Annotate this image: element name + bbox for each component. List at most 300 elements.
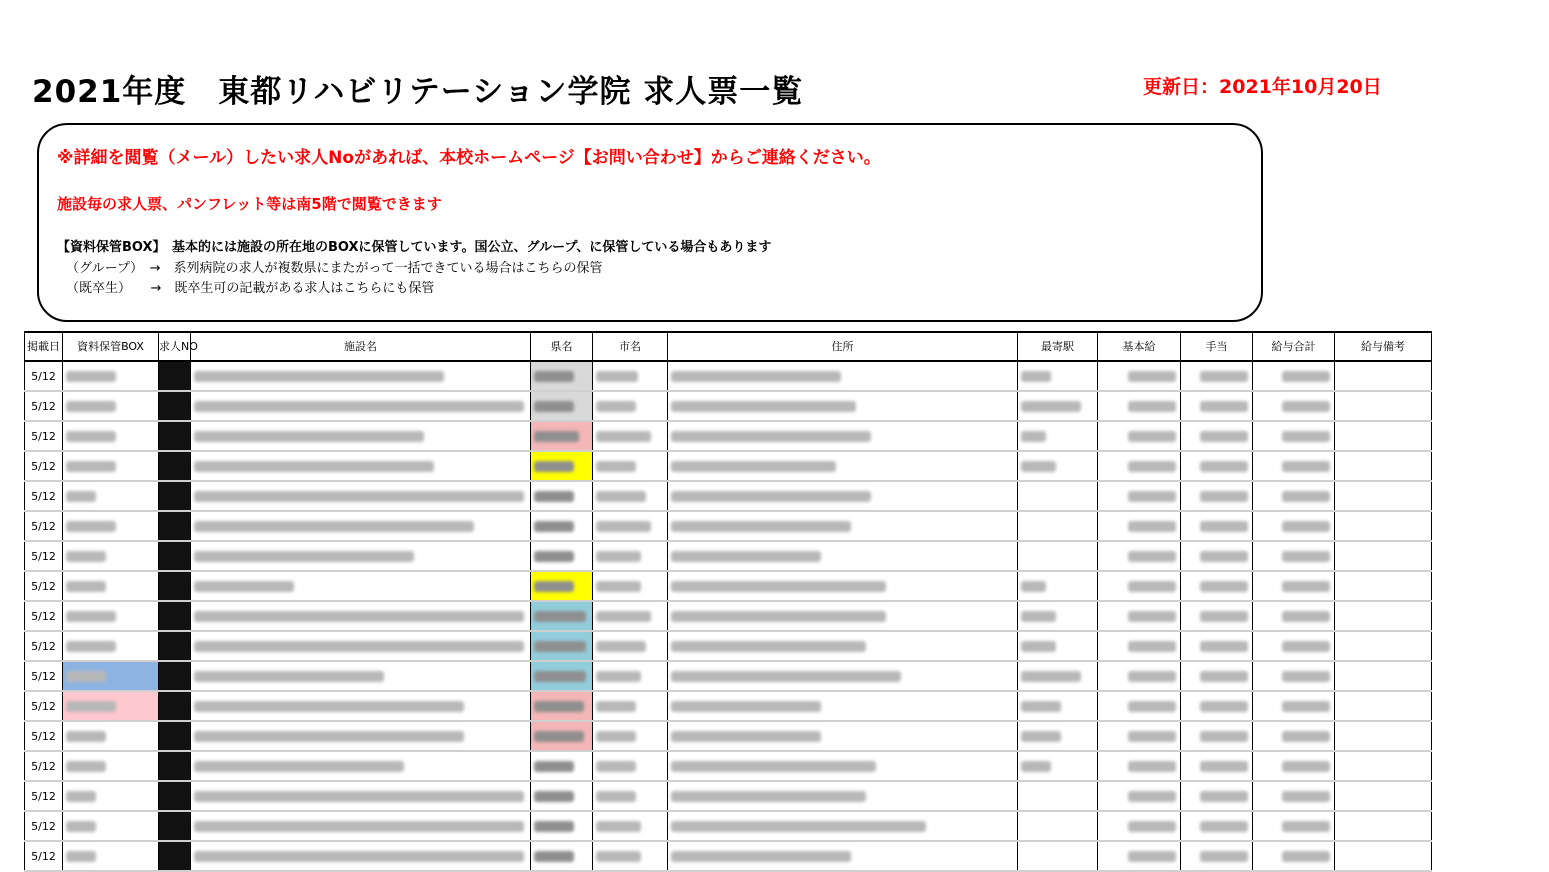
cell-salary-notes bbox=[1335, 361, 1432, 391]
cell-prefecture bbox=[531, 481, 593, 511]
cell-total-salary bbox=[1253, 541, 1335, 571]
cell-allowance bbox=[1181, 511, 1253, 541]
cell-date: 5/12 bbox=[25, 781, 63, 811]
redacted-text bbox=[1021, 761, 1051, 772]
cell-station bbox=[1018, 691, 1098, 721]
redacted-text bbox=[1200, 431, 1248, 442]
cell-box bbox=[63, 631, 159, 661]
cell-base-salary bbox=[1098, 661, 1181, 691]
cell-salary-notes bbox=[1335, 721, 1432, 751]
cell-job-no bbox=[159, 781, 191, 811]
cell-job-no bbox=[159, 541, 191, 571]
redacted-text bbox=[1282, 611, 1330, 622]
redacted-text bbox=[671, 581, 886, 592]
cell-date: 5/12 bbox=[25, 421, 63, 451]
redacted-text bbox=[671, 461, 836, 472]
redacted-text bbox=[596, 761, 636, 772]
redacted-text bbox=[534, 671, 586, 682]
redacted-text bbox=[596, 521, 651, 532]
redacted-text bbox=[1128, 671, 1176, 682]
cell-allowance bbox=[1181, 601, 1253, 631]
cell-job-no bbox=[159, 691, 191, 721]
redacted-text bbox=[66, 551, 106, 562]
cell-address bbox=[668, 631, 1018, 661]
cell-total-salary bbox=[1253, 691, 1335, 721]
redacted-text bbox=[596, 851, 641, 862]
redacted-text bbox=[1282, 401, 1330, 412]
redacted-text bbox=[194, 851, 524, 862]
redacted-text bbox=[1282, 701, 1330, 712]
cell-base-salary bbox=[1098, 781, 1181, 811]
table-row bbox=[25, 841, 1432, 871]
cell-prefecture bbox=[531, 511, 593, 541]
redacted-text bbox=[534, 431, 579, 442]
cell-total-salary bbox=[1253, 451, 1335, 481]
redacted-text bbox=[534, 851, 574, 862]
table-row bbox=[25, 601, 1432, 631]
cell-address bbox=[668, 841, 1018, 871]
redacted-text bbox=[671, 521, 851, 532]
redacted-text bbox=[596, 701, 636, 712]
notice-graduate: （既卒生） → 既卒生可の記載がある求人はこちらにも保管 bbox=[66, 281, 435, 296]
cell-facility bbox=[191, 451, 531, 481]
redacted-text bbox=[66, 791, 96, 802]
redacted-text bbox=[596, 671, 641, 682]
redacted-text bbox=[1021, 611, 1056, 622]
cell-station bbox=[1018, 421, 1098, 451]
cell-base-salary bbox=[1098, 571, 1181, 601]
cell-job-no bbox=[159, 451, 191, 481]
cell-base-salary bbox=[1098, 841, 1181, 871]
header-salary-notes: 給与備考 bbox=[1335, 332, 1432, 361]
redacted-text bbox=[596, 431, 651, 442]
redacted-text bbox=[596, 371, 638, 382]
redacted-text bbox=[1200, 611, 1248, 622]
header-job-no: 求人NO bbox=[159, 332, 191, 361]
cell-allowance bbox=[1181, 721, 1253, 751]
cell-job-no bbox=[159, 661, 191, 691]
redacted-text bbox=[1128, 581, 1176, 592]
cell-facility bbox=[191, 781, 531, 811]
redacted-text bbox=[1282, 581, 1330, 592]
cell-box bbox=[63, 751, 159, 781]
cell-facility bbox=[191, 541, 531, 571]
cell-date: 5/12 bbox=[25, 811, 63, 841]
redacted-text bbox=[194, 461, 434, 472]
header-allowance: 手当 bbox=[1181, 332, 1253, 361]
redacted-text bbox=[596, 401, 636, 412]
cell-station bbox=[1018, 571, 1098, 601]
cell-total-salary bbox=[1253, 361, 1335, 391]
cell-prefecture bbox=[531, 781, 593, 811]
cell-city bbox=[593, 391, 668, 421]
cell-box bbox=[63, 781, 159, 811]
cell-total-salary bbox=[1253, 781, 1335, 811]
cell-address bbox=[668, 481, 1018, 511]
redacted-text bbox=[66, 461, 116, 472]
cell-city bbox=[593, 661, 668, 691]
redacted-text bbox=[66, 641, 116, 652]
redacted-text bbox=[596, 731, 636, 742]
redacted-text bbox=[1282, 551, 1330, 562]
redacted-text bbox=[671, 761, 876, 772]
cell-total-salary bbox=[1253, 391, 1335, 421]
cell-date: 5/12 bbox=[25, 451, 63, 481]
table-row bbox=[25, 391, 1432, 421]
cell-prefecture bbox=[531, 661, 593, 691]
redacted-text bbox=[1128, 641, 1176, 652]
redacted-text bbox=[1282, 731, 1330, 742]
redacted-text bbox=[66, 491, 96, 502]
cell-job-no bbox=[159, 601, 191, 631]
cell-facility bbox=[191, 391, 531, 421]
table-body bbox=[25, 361, 1432, 871]
header-station: 最寄駅 bbox=[1018, 332, 1098, 361]
table-row bbox=[25, 721, 1432, 751]
redacted-text bbox=[596, 491, 646, 502]
cell-job-no bbox=[159, 631, 191, 661]
cell-box bbox=[63, 691, 159, 721]
cell-salary-notes bbox=[1335, 391, 1432, 421]
cell-station bbox=[1018, 481, 1098, 511]
redacted-text bbox=[1200, 551, 1248, 562]
redacted-text bbox=[596, 821, 641, 832]
cell-date: 5/12 bbox=[25, 721, 63, 751]
cell-salary-notes bbox=[1335, 751, 1432, 781]
redacted-text bbox=[671, 791, 866, 802]
redacted-text bbox=[596, 581, 641, 592]
cell-city bbox=[593, 571, 668, 601]
header-total-salary: 給与合計 bbox=[1253, 332, 1335, 361]
cell-job-no bbox=[159, 361, 191, 391]
cell-salary-notes bbox=[1335, 601, 1432, 631]
cell-station bbox=[1018, 631, 1098, 661]
cell-prefecture bbox=[531, 691, 593, 721]
updated-date: 更新日：2021年10月20日 bbox=[1143, 76, 1382, 98]
cell-address bbox=[668, 391, 1018, 421]
cell-allowance bbox=[1181, 421, 1253, 451]
cell-base-salary bbox=[1098, 421, 1181, 451]
cell-salary-notes bbox=[1335, 691, 1432, 721]
cell-address bbox=[668, 781, 1018, 811]
header-base-salary: 基本給 bbox=[1098, 332, 1181, 361]
cell-total-salary bbox=[1253, 601, 1335, 631]
cell-box bbox=[63, 841, 159, 871]
cell-facility bbox=[191, 631, 531, 661]
cell-prefecture bbox=[531, 391, 593, 421]
cell-job-no bbox=[159, 841, 191, 871]
table-row bbox=[25, 781, 1432, 811]
redacted-text bbox=[194, 521, 474, 532]
cell-prefecture bbox=[531, 541, 593, 571]
redacted-text bbox=[1200, 521, 1248, 532]
cell-prefecture bbox=[531, 421, 593, 451]
cell-allowance bbox=[1181, 571, 1253, 601]
cell-station bbox=[1018, 601, 1098, 631]
redacted-text bbox=[1021, 461, 1056, 472]
redacted-text bbox=[1128, 551, 1176, 562]
redacted-text bbox=[1128, 461, 1176, 472]
cell-box bbox=[63, 481, 159, 511]
redacted-text bbox=[671, 551, 821, 562]
cell-city bbox=[593, 451, 668, 481]
cell-date: 5/12 bbox=[25, 391, 63, 421]
cell-base-salary bbox=[1098, 511, 1181, 541]
redacted-text bbox=[671, 671, 901, 682]
cell-city bbox=[593, 631, 668, 661]
table-row bbox=[25, 451, 1432, 481]
cell-address bbox=[668, 811, 1018, 841]
cell-date: 5/12 bbox=[25, 571, 63, 601]
cell-total-salary bbox=[1253, 421, 1335, 451]
cell-salary-notes bbox=[1335, 811, 1432, 841]
cell-address bbox=[668, 541, 1018, 571]
redacted-text bbox=[534, 491, 574, 502]
cell-address bbox=[668, 451, 1018, 481]
cell-address bbox=[668, 571, 1018, 601]
cell-box bbox=[63, 451, 159, 481]
table-row bbox=[25, 751, 1432, 781]
redacted-text bbox=[194, 611, 524, 622]
cell-total-salary bbox=[1253, 571, 1335, 601]
notice-contact: ※詳細を閲覧（メール）したい求人Noがあれば、本校ホームページ【お問い合わせ】からご連絡ください。 bbox=[57, 148, 881, 168]
cell-base-salary bbox=[1098, 751, 1181, 781]
table-header-row bbox=[25, 332, 1432, 361]
table-row bbox=[25, 691, 1432, 721]
cell-total-salary bbox=[1253, 841, 1335, 871]
redacted-text bbox=[534, 701, 584, 712]
redacted-text bbox=[1282, 791, 1330, 802]
cell-salary-notes bbox=[1335, 451, 1432, 481]
cell-city bbox=[593, 691, 668, 721]
redacted-text bbox=[534, 461, 574, 472]
cell-salary-notes bbox=[1335, 841, 1432, 871]
redacted-text bbox=[671, 401, 856, 412]
cell-prefecture bbox=[531, 721, 593, 751]
redacted-text bbox=[1021, 731, 1061, 742]
cell-facility bbox=[191, 811, 531, 841]
cell-facility bbox=[191, 361, 531, 391]
cell-base-salary bbox=[1098, 541, 1181, 571]
cell-prefecture bbox=[531, 571, 593, 601]
cell-facility bbox=[191, 571, 531, 601]
cell-box bbox=[63, 541, 159, 571]
cell-date: 5/12 bbox=[25, 601, 63, 631]
cell-date: 5/12 bbox=[25, 511, 63, 541]
cell-facility bbox=[191, 481, 531, 511]
redacted-text bbox=[671, 641, 866, 652]
table-row bbox=[25, 541, 1432, 571]
cell-address bbox=[668, 721, 1018, 751]
redacted-text bbox=[194, 791, 524, 802]
cell-prefecture bbox=[531, 601, 593, 631]
cell-station bbox=[1018, 451, 1098, 481]
redacted-text bbox=[1128, 851, 1176, 862]
notice-group: （グループ） → 系列病院の求人が複数県にまたがって一括できている場合はこちらの保管 bbox=[66, 261, 603, 276]
cell-facility bbox=[191, 601, 531, 631]
cell-date: 5/12 bbox=[25, 541, 63, 571]
redacted-text bbox=[534, 581, 574, 592]
redacted-text bbox=[671, 821, 926, 832]
cell-facility bbox=[191, 661, 531, 691]
cell-facility bbox=[191, 421, 531, 451]
redacted-text bbox=[534, 401, 574, 412]
cell-date: 5/12 bbox=[25, 751, 63, 781]
cell-allowance bbox=[1181, 781, 1253, 811]
cell-box bbox=[63, 571, 159, 601]
cell-base-salary bbox=[1098, 601, 1181, 631]
cell-salary-notes bbox=[1335, 781, 1432, 811]
redacted-text bbox=[66, 431, 116, 442]
cell-date: 5/12 bbox=[25, 691, 63, 721]
redacted-text bbox=[194, 761, 404, 772]
redacted-text bbox=[1200, 701, 1248, 712]
redacted-text bbox=[1021, 641, 1056, 652]
cell-box bbox=[63, 721, 159, 751]
cell-salary-notes bbox=[1335, 571, 1432, 601]
table-row bbox=[25, 361, 1432, 391]
redacted-text bbox=[671, 851, 851, 862]
redacted-text bbox=[194, 821, 524, 832]
redacted-text bbox=[671, 611, 886, 622]
cell-job-no bbox=[159, 751, 191, 781]
cell-prefecture bbox=[531, 451, 593, 481]
redacted-text bbox=[1200, 821, 1248, 832]
redacted-text bbox=[534, 731, 584, 742]
redacted-text bbox=[671, 431, 871, 442]
cell-city bbox=[593, 811, 668, 841]
cell-total-salary bbox=[1253, 631, 1335, 661]
cell-total-salary bbox=[1253, 721, 1335, 751]
cell-station bbox=[1018, 811, 1098, 841]
header-facility: 施設名 bbox=[191, 332, 531, 361]
cell-base-salary bbox=[1098, 451, 1181, 481]
redacted-text bbox=[1282, 641, 1330, 652]
cell-prefecture bbox=[531, 631, 593, 661]
cell-address bbox=[668, 421, 1018, 451]
redacted-text bbox=[1128, 491, 1176, 502]
redacted-text bbox=[1200, 371, 1248, 382]
redacted-text bbox=[66, 701, 116, 712]
cell-address bbox=[668, 361, 1018, 391]
table-row bbox=[25, 631, 1432, 661]
redacted-text bbox=[534, 791, 574, 802]
redacted-text bbox=[534, 551, 574, 562]
redacted-text bbox=[1128, 371, 1176, 382]
redacted-text bbox=[1200, 761, 1248, 772]
cell-job-no bbox=[159, 481, 191, 511]
cell-total-salary bbox=[1253, 661, 1335, 691]
cell-date: 5/12 bbox=[25, 481, 63, 511]
cell-city bbox=[593, 751, 668, 781]
cell-base-salary bbox=[1098, 631, 1181, 661]
cell-address bbox=[668, 691, 1018, 721]
table-row bbox=[25, 811, 1432, 841]
cell-city bbox=[593, 601, 668, 631]
cell-city bbox=[593, 841, 668, 871]
cell-station bbox=[1018, 751, 1098, 781]
redacted-text bbox=[194, 371, 444, 382]
cell-base-salary bbox=[1098, 811, 1181, 841]
table-row bbox=[25, 481, 1432, 511]
cell-station bbox=[1018, 661, 1098, 691]
cell-box bbox=[63, 511, 159, 541]
cell-station bbox=[1018, 391, 1098, 421]
redacted-text bbox=[1128, 821, 1176, 832]
cell-base-salary bbox=[1098, 361, 1181, 391]
cell-date: 5/12 bbox=[25, 631, 63, 661]
redacted-text bbox=[596, 611, 651, 622]
cell-date: 5/12 bbox=[25, 661, 63, 691]
cell-total-salary bbox=[1253, 481, 1335, 511]
cell-city bbox=[593, 421, 668, 451]
table-row bbox=[25, 511, 1432, 541]
job-list-table bbox=[24, 331, 1432, 872]
table-row bbox=[25, 571, 1432, 601]
cell-station bbox=[1018, 541, 1098, 571]
cell-base-salary bbox=[1098, 391, 1181, 421]
redacted-text bbox=[66, 851, 96, 862]
cell-address bbox=[668, 661, 1018, 691]
redacted-text bbox=[1200, 641, 1248, 652]
cell-allowance bbox=[1181, 691, 1253, 721]
redacted-text bbox=[194, 701, 464, 712]
redacted-text bbox=[66, 521, 116, 532]
cell-total-salary bbox=[1253, 811, 1335, 841]
redacted-text bbox=[66, 731, 106, 742]
cell-prefecture bbox=[531, 361, 593, 391]
cell-base-salary bbox=[1098, 691, 1181, 721]
redacted-text bbox=[194, 671, 384, 682]
redacted-text bbox=[1021, 431, 1046, 442]
redacted-text bbox=[1128, 791, 1176, 802]
redacted-text bbox=[194, 551, 414, 562]
cell-box bbox=[63, 421, 159, 451]
redacted-text bbox=[1021, 701, 1061, 712]
redacted-text bbox=[1128, 431, 1176, 442]
page-title: 2021年度 東都リハビリテーション学院 求人票一覧 bbox=[32, 74, 804, 110]
redacted-text bbox=[1128, 761, 1176, 772]
redacted-text bbox=[1282, 491, 1330, 502]
cell-allowance bbox=[1181, 841, 1253, 871]
cell-base-salary bbox=[1098, 721, 1181, 751]
cell-prefecture bbox=[531, 811, 593, 841]
redacted-text bbox=[1200, 491, 1248, 502]
cell-address bbox=[668, 601, 1018, 631]
cell-facility bbox=[191, 691, 531, 721]
redacted-text bbox=[1021, 371, 1051, 382]
header-box: 資料保管BOX bbox=[63, 332, 159, 361]
redacted-text bbox=[194, 731, 464, 742]
cell-city bbox=[593, 481, 668, 511]
cell-date: 5/12 bbox=[25, 361, 63, 391]
header-prefecture: 県名 bbox=[531, 332, 593, 361]
cell-station bbox=[1018, 721, 1098, 751]
redacted-text bbox=[596, 641, 646, 652]
cell-station bbox=[1018, 361, 1098, 391]
notice-browse: 施設毎の求人票、パンフレット等は南5階で閲覧できます bbox=[57, 195, 442, 213]
cell-box bbox=[63, 391, 159, 421]
redacted-text bbox=[671, 731, 821, 742]
cell-total-salary bbox=[1253, 511, 1335, 541]
cell-allowance bbox=[1181, 661, 1253, 691]
redacted-text bbox=[534, 761, 574, 772]
notice-box-info: 【資料保管BOX】 基本的には施設の所在地のBOXに保管しています。国公立、グループ、に保管している場合もあります bbox=[57, 240, 772, 255]
header-city: 市名 bbox=[593, 332, 668, 361]
cell-job-no bbox=[159, 571, 191, 601]
cell-address bbox=[668, 751, 1018, 781]
redacted-text bbox=[534, 821, 574, 832]
